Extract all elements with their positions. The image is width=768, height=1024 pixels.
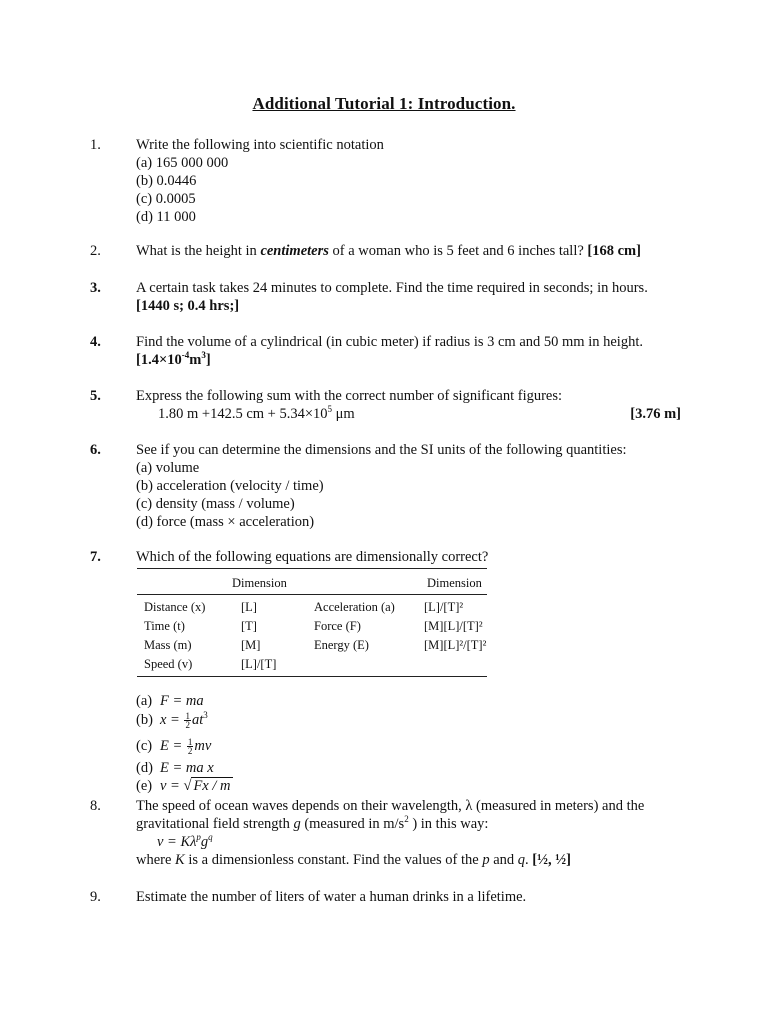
table-cell: Time (t) (144, 619, 185, 633)
question-number: 3. (90, 280, 101, 296)
question-text: Estimate the number of liters of water a human drinks in a lifetime. (136, 889, 527, 905)
question-number: 2. (90, 243, 101, 259)
list-item: (b) acceleration (velocity / time) (136, 478, 324, 494)
list-item: (a) volume (136, 460, 200, 476)
question-text: What is the height in centimeters of a woman who is 5 feet and 6 inches tall? [168 cm] (136, 243, 641, 259)
question-text: The speed of ocean waves depends on their wavelength, λ (measured in meters) and the (136, 798, 645, 814)
table-cell: [M][L]²/[T]² (424, 638, 487, 652)
dimension-table (137, 568, 487, 678)
question-number: 6. (90, 442, 101, 458)
table-cell: [L]/[T]² (424, 600, 464, 614)
equation: F = ma (160, 693, 204, 709)
list-item: (d) 11 000 (136, 209, 196, 225)
table-cell: Distance (x) (144, 600, 206, 614)
question-number: 9. (90, 889, 101, 905)
list-item: (b) 0.0446 (136, 173, 197, 189)
question-number: 8. (90, 798, 101, 814)
fraction: $\frac{1}{2}$ (185, 711, 190, 731)
table-rule (137, 568, 487, 569)
answer: [3.76 m] (630, 406, 681, 422)
table-cell: [T] (241, 619, 257, 633)
answer: [½, ½] (532, 852, 571, 868)
question-text: See if you can determine the dimensions and the SI units of the following quantities: (136, 442, 627, 458)
table-cell: [L] (241, 600, 257, 614)
formula: $v = K\lambda^pg^q$ (157, 832, 213, 850)
table-cell: Speed (v) (144, 657, 193, 671)
emphasis-text: centimeters (260, 243, 329, 259)
question-text: gravitational field strength g (measured in $m/s^2$ ) in this way: (136, 814, 489, 832)
option-b: (b) x = $\frac{1}{2}$ $at^3$ (136, 710, 208, 731)
table-cell: [L]/[T] (241, 657, 277, 671)
question-number: 5. (90, 388, 101, 404)
question-number: 7. (90, 549, 101, 565)
table-header: Dimension (427, 576, 482, 590)
equation: E = ma x (160, 760, 214, 776)
question-text: Find the volume of a cylindrical (in cubic meter) if radius is 3 cm and 50 mm in height. (136, 334, 643, 350)
question-number: 4. (90, 334, 101, 350)
table-header: Dimension (232, 576, 287, 590)
table-cell: [M] (241, 638, 261, 652)
table-rule (137, 594, 487, 595)
page-title: Additional Tutorial 1: Introduction. (252, 94, 516, 113)
question-text: Express the following sum with the correct number of significant figures: (136, 388, 563, 404)
square-root: √ Fx / m (183, 778, 231, 794)
question-text: where K is a dimensionless constant. Find the values of the p and q. [½, ½] (136, 852, 571, 868)
table-cell: Energy (E) (314, 638, 369, 652)
option-c: (c) E = $\frac{1}{2}$ mv (136, 737, 212, 757)
question-text: A certain task takes 24 minutes to complete. Find the time required in seconds; in hours. (136, 280, 648, 296)
list-item: (c) density (mass / volume) (136, 496, 295, 512)
option-a: (a) F = ma (136, 693, 204, 709)
fraction: $\frac{1}{2}$ (187, 737, 193, 757)
table-cell: [M][L]/[T]² (424, 619, 483, 633)
question-number: 1. (90, 137, 101, 153)
table-cell: Mass (m) (144, 638, 192, 652)
answer: $[1.4\times 10^{-4}m^3]$ (136, 350, 211, 368)
answer: [168 cm] (587, 243, 641, 259)
option-d: (d) E = ma x (136, 760, 214, 776)
question-text: Which of the following equations are dimensionally correct? (136, 549, 489, 565)
list-item: (a) 165 000 000 (136, 155, 229, 171)
question-text: Write the following into scientific notation (136, 137, 384, 153)
table-rule (137, 676, 487, 677)
table-cell: Acceleration (a) (314, 600, 395, 614)
table-cell: Force (F) (314, 619, 361, 633)
list-item: (c) 0.0005 (136, 191, 196, 207)
option-e: (e) v = √ Fx / m (136, 778, 231, 794)
list-item: (d) force (mass × acceleration) (136, 514, 315, 530)
answer: [1440 s; 0.4 hrs;] (136, 298, 240, 314)
sum-expression: 1.80 m +142.5 cm + $5.34\times 10^5$ μm [3.76 m] (158, 404, 681, 422)
